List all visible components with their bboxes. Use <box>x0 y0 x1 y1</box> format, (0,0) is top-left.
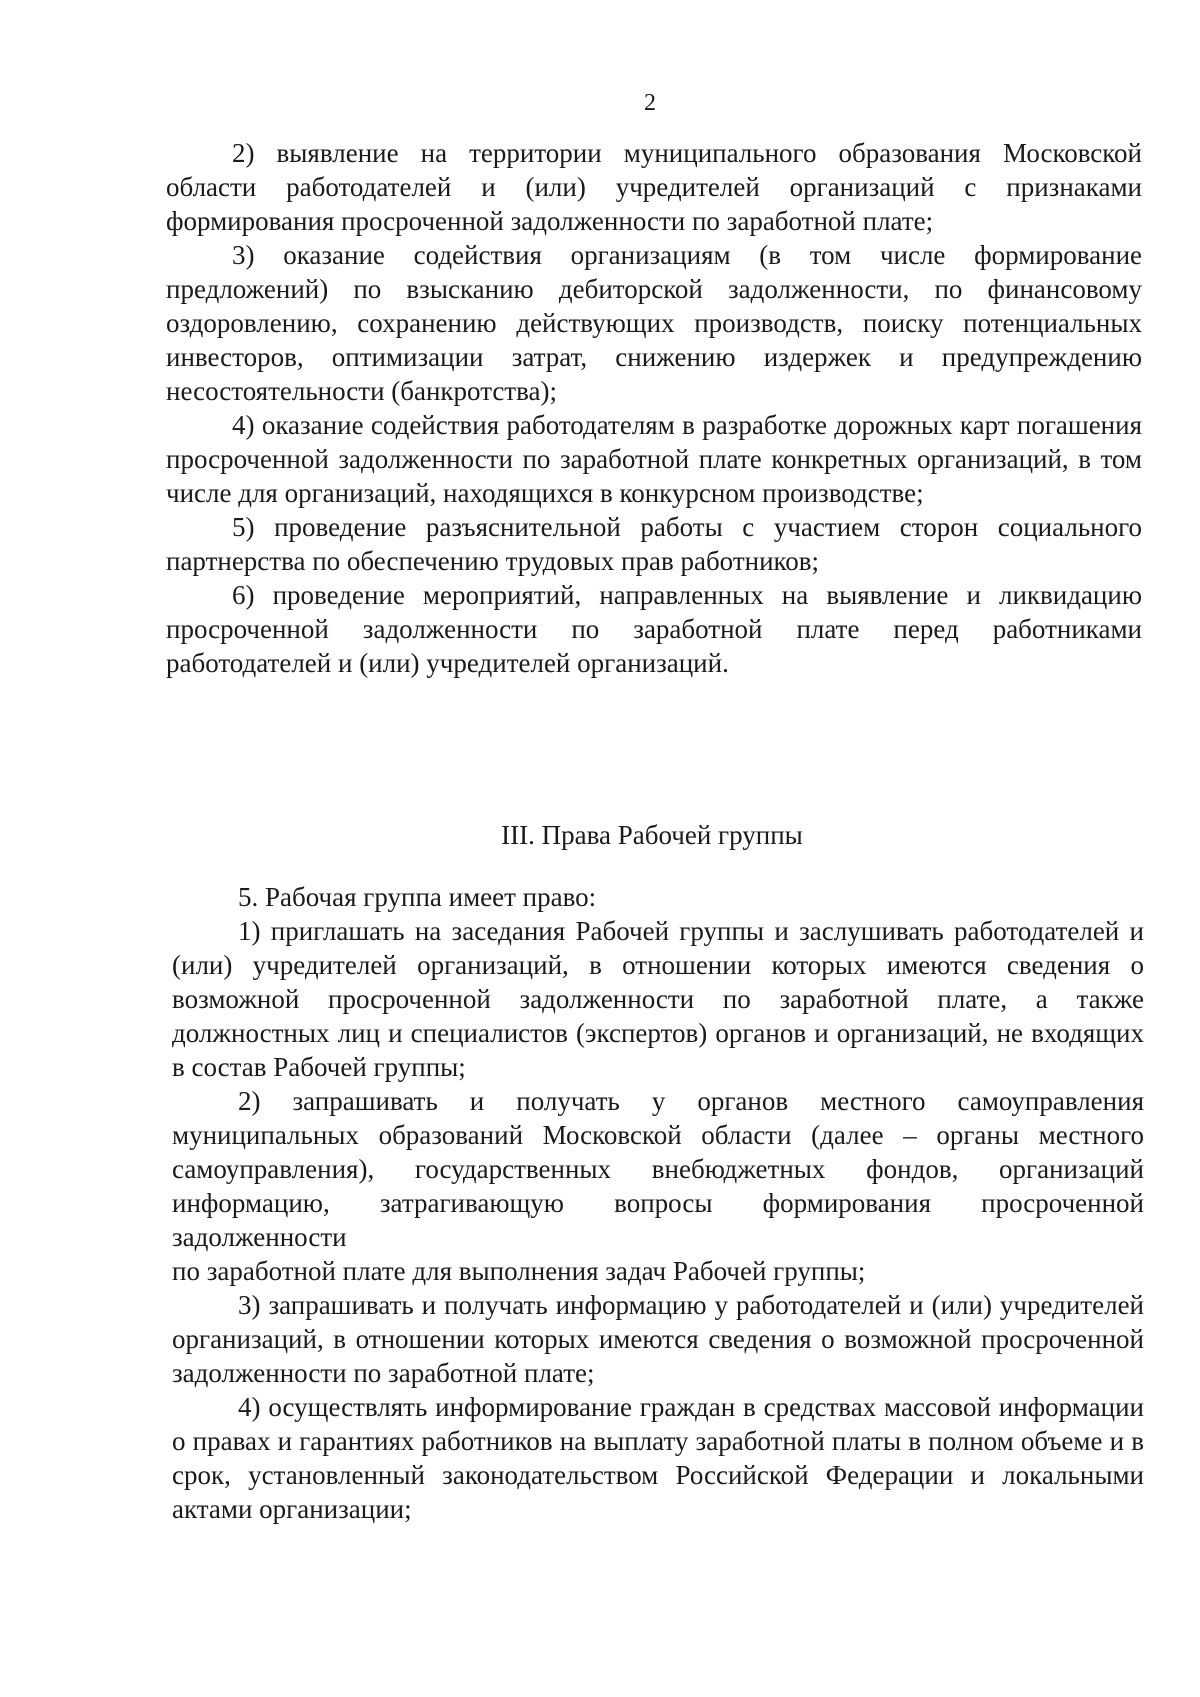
section-heading: III. Права Рабочей группы <box>501 820 803 850</box>
list-item: 2) запрашивать и получать у органов местного самоуправления муниципальных образований Московской области (далее – органы местного самоуправления), государственных внебюджетных фондов, организаций информацию, затрагивающую вопросы формирования просроченной задолженности <box>172 1086 1144 1252</box>
list-item: 6) проведение мероприятий, направленных на выявление и ликвидацию просроченной задолженности по заработной плате перед работниками работодателей и (или) учредителей организаций. <box>166 580 1142 678</box>
list-item: 5) проведение разъяснительной работы с участием сторон социального партнерства по обеспечению трудовых прав работников; <box>166 512 1142 576</box>
list-item: 4) осуществлять информирование граждан в средствах массовой информации о правах и гарантиях работников на выплату заработной платы в полном объеме и в срок, установленный законодательством Российской Федерации и локальными актами организации; <box>172 1392 1144 1524</box>
section-intro: 5. Рабочая группа имеет право: <box>238 882 597 912</box>
page-number: 2 <box>644 90 656 116</box>
list-item: 1) приглашать на заседания Рабочей группы и заслушивать работодателей и (или) учредителей организаций, в отношении которых имеются сведения о возможной просроченной задолженности по заработной плате, а также должностных лиц и специалистов (экспертов) органов и организаций, не входящих в состав Рабочей группы; <box>172 916 1144 1082</box>
duties-list <box>166 136 1142 680</box>
list-item: 2) выявление на территории муниципального образования Московской области работодателей и (или) учредителей организаций с признаками формирования просроченной задолженности по заработной плате; <box>166 138 1142 236</box>
list-item: 3) запрашивать и получать информацию у работодателей и (или) учредителей организаций, в отношении которых имеются сведения о возможной просроченной задолженности по заработной плате; <box>172 1290 1144 1388</box>
list-item: 3) оказание содействия организациям (в том числе формирование предложений) по взысканию дебиторской задолженности, по финансовому оздоровлению, сохранению действующих производств, поиску потенциальных инвесторов, оптимизации затрат, снижению издержек и предупреждению несостоятельности (банкротства); <box>166 240 1142 406</box>
list-item-continuation: по заработной плате для выполнения задач Рабочей группы; <box>172 1256 866 1286</box>
rights-list <box>172 880 1144 1526</box>
list-item: 4) оказание содействия работодателям в разработке дорожных карт погашения просроченной задолженности по заработной плате конкретных организаций, в том числе для организаций, находящихся в конкурсном производстве; <box>166 410 1142 508</box>
